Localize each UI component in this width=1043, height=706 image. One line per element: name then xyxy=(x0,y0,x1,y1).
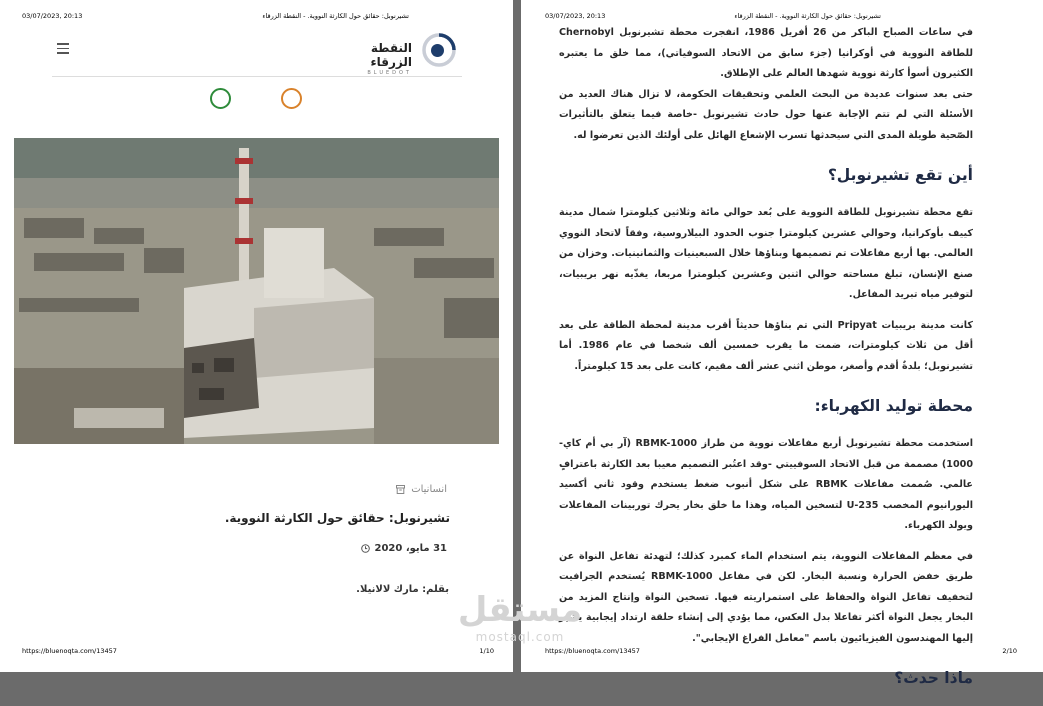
header-title: تشيرنوبل: حقائق حول الكارثة النووية. - النقطة الزرقاء xyxy=(734,12,881,20)
plant-paragraph-2: في معظم المفاعلات النووية، يتم استخدام الماء كمبرد كذلك؛ لتهدئة تفاعل النواة عن طريق خفض الحرارة ونسبة البخار. لكن في مفاعل RBMK-1000 يُستخدم الجرافيت لتخفيف تفاعل النواة والحفاظ على استمراريته فيها. تسخين النواة وإنتاج المزيد من البخار يجعل النواة أكثر تفاعلا بدل العكس، مما يؤدي إلى إنشاء حلقة ارتداد إيجابية يشير إليها المهندسون الفيزيائيون باسم "معامل الفراغ الإيجابي". xyxy=(559,550,973,644)
header-date: 03/07/2023, 20:13 xyxy=(22,12,83,20)
share-circle-green-icon[interactable] xyxy=(210,88,231,109)
hamburger-menu-icon[interactable] xyxy=(57,43,69,57)
heading-what-happened: ماذا حدث؟ xyxy=(894,669,973,687)
intro-paragraph-1: في ساعات الصباح الباكر من 26 أفريل 1986، انفجرت محطة تشيرنوبل Chernobyl للطاقة النووية في أوكرانيا (جزء سابق من الاتحاد السوفياتي)، مما خلق ما يعتبره الكثيرون أسوأ كارثة نووية شهدها العالم على الإطلاق. xyxy=(559,27,974,79)
plant-paragraph-1: استخدمت محطة تشيرنوبل أربع مفاعلات نووية من طراز RBMK-1000 (آر بي أم كاي- 1000) مصممة من قبل الاتحاد السوفييتي -وقد اعتُبر التصميم معيبا بعد الكارثة باعترافٍ عالمي. صُممت مفاعلات RBMK على شكل أنبوب ضغط يستخدم وقود ثاني أكسيد اليورانيوم المخصب U-235 لتسخين المياه، وهذا ما خلق بخار يحرك توربينات المفاعلات ويولد الكهرباء. xyxy=(559,438,973,531)
header-divider xyxy=(52,76,462,77)
footer-page-number: 1/10 xyxy=(479,647,494,655)
author-byline: بقلم: مارك لالانيلا. xyxy=(356,584,449,595)
article-title: تشيرنوبل: حقائق حول الكارثة النووية. xyxy=(224,511,450,525)
publish-date: 31 مايو، 2020 xyxy=(361,543,448,554)
footer-url[interactable]: https://bluenoqta.com/13457 xyxy=(22,647,117,655)
article-body xyxy=(559,23,973,706)
clock-icon xyxy=(361,544,370,553)
category-label[interactable]: انسانيات xyxy=(396,484,447,495)
location-paragraph-2: كانت مدينة بريبيات Pripyat التي تم بناؤها حديثاً أقرب مدينة لمحطة الطاقة على بعد أقل من ثلاث كيلومترات، ضمت ما يقرب خمسين ألف شخصا في عام 1986. أما تشيرنوبل؛ بلدةٌ أقدم وأصغر، موطن اثني عشر ألف مقيم، كانت على بعد 15 كيلومتراً. xyxy=(559,319,973,372)
intro-paragraph-2: حتى بعد سنوات عديدة من البحث العلمي وتحقيقات الحكومة، لا تزال هناك العديد من الأسئلة التي لم تتم الإجابة عنها حول حادث تشيرنوبل -خاصة فيما يتعلق بالتأثيرات الصّحية طويلة المدى التي سيحدثها تسرب الإشعاع الهائل على أولئك الذين تعرضوا له. xyxy=(559,88,973,141)
header-date: 03/07/2023, 20:13 xyxy=(545,12,606,20)
heading-power-plant: محطة توليد الكهرباء: xyxy=(814,397,973,415)
header-title: تشيرنوبل: حقائق حول الكارثة النووية. - النقطة الزرقاء xyxy=(262,12,409,20)
footer-url[interactable]: https://bluenoqta.com/13457 xyxy=(545,647,640,655)
bluedot-logo-icon xyxy=(422,33,456,67)
footer-page-number: 2/10 xyxy=(1002,647,1017,655)
site-logo[interactable] xyxy=(346,33,456,76)
share-circle-orange-icon[interactable] xyxy=(281,88,302,109)
logo-english-text: BLUEDOT xyxy=(367,70,412,76)
logo-arabic-text: النقطة الزرقاء xyxy=(370,41,412,69)
mostaql-watermark: مستقل mostaql.com xyxy=(457,590,583,644)
location-paragraph-1: تقع محطة تشيرنوبل للطاقة النووية على بُعد حوالي مائة وثلاثين كيلومترا شمال مدينة كييف بأوكرانيا، وحوالي عشرين كيلومترا جنوب الحدود البيلاروسية، وفقاً لاتحاد النووي العالمي. بها أربع مفاعلات تم تصميمها وبناؤها خلال السبعينيات والثمانينيات. وخزان من صنع الإنسان، تبلغ مساحته حوالي اثنين وعشرين كيلومترا مربعا، يغذّيه نهر بريبيات، لتوفير مياه تبريد المفاعل. xyxy=(559,207,973,300)
page-1 xyxy=(0,0,513,672)
chernobyl-plant-photo xyxy=(14,138,499,444)
archive-icon xyxy=(396,485,405,494)
heading-location: أين تقع تشيرنوبل؟ xyxy=(827,166,973,184)
